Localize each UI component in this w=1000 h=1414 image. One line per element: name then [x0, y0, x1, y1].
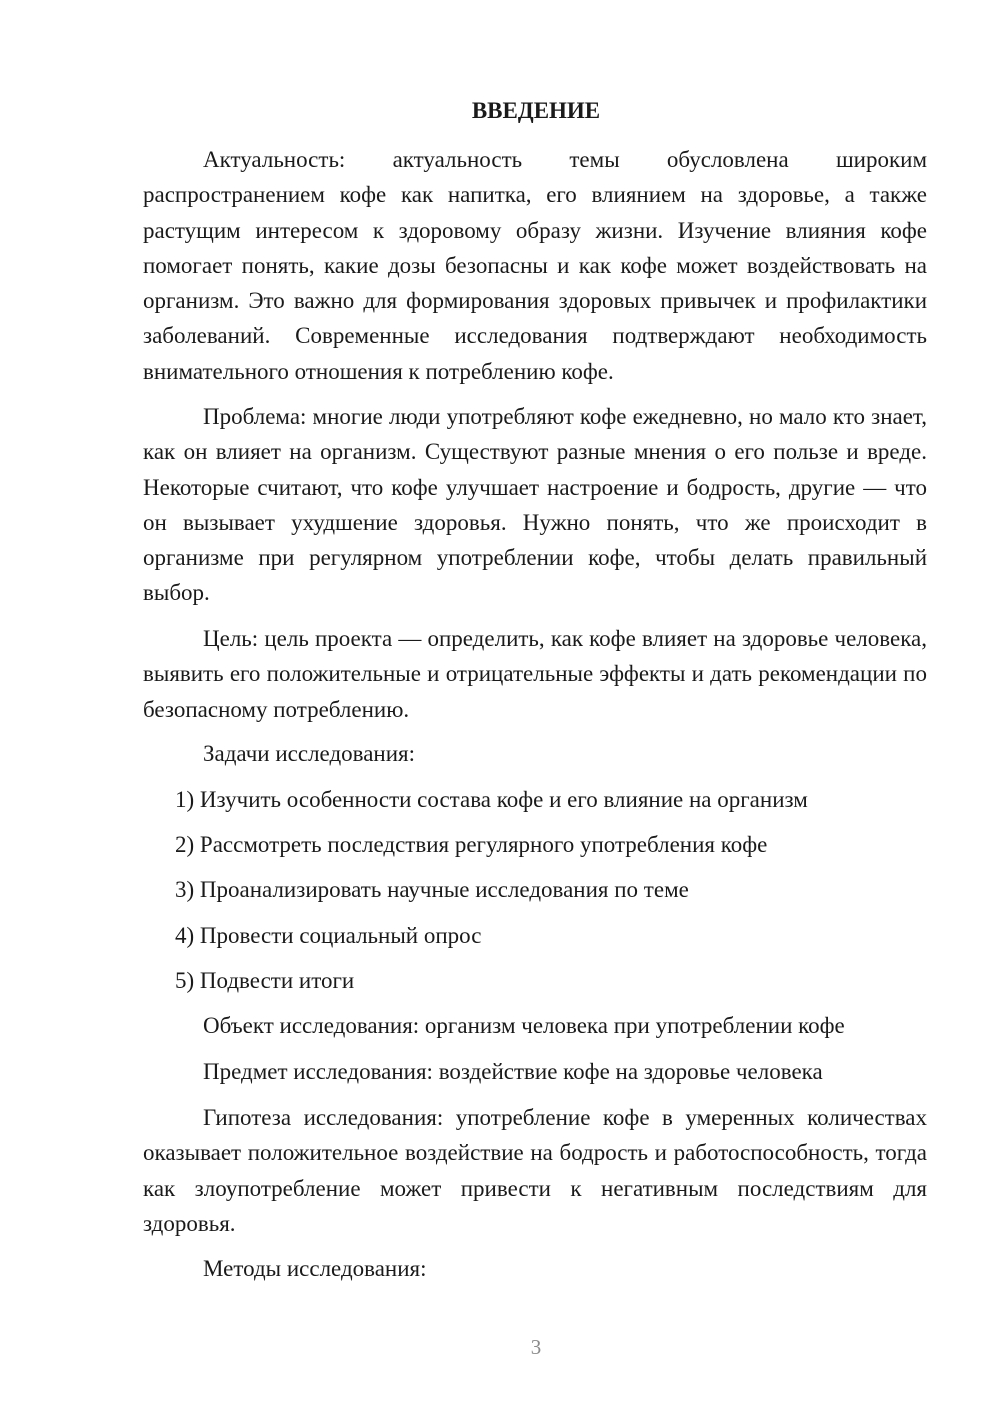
- tasks-title: Задачи исследования:: [203, 741, 416, 766]
- problem-paragraph: Проблема: многие люди употребляют кофе ежедневно, но мало кто знает, как он влияет на организм. Существуют разные мнения о его пользе и вреде. Некоторые считают, что кофе улучшает настроение и бодрость, другие — что он вызывает ухудшение здоровья. Нужно понять, что же происходит в организме при регулярном употреблении кофе, чтобы делать правильный выбор.: [143, 404, 927, 606]
- list-item: 3) Проанализировать научные исследования по теме: [175, 877, 689, 902]
- page-number: 3: [530, 1335, 542, 1359]
- list-item: 1) Изучить особенности состава кофе и его влияние на организм: [175, 787, 808, 812]
- hypothesis-paragraph: Гипотеза исследования: употребление кофе в умеренных количествах оказывает положительное воздействие на бодрость и работоспособность, тогда как злоупотребление может привести к негативным последствиям для здоровья.: [143, 1105, 927, 1236]
- relevance-paragraph: Актуальность: актуальность темы обусловлена широким распространением кофе как напитка, его влиянием на здоровье, а также растущим интересом к здоровому образу жизни. Изучение влияния кофе помогает понять, какие дозы безопасны и как кофе может воздействовать на организм. Это важно для формирования здоровых привычек и профилактики заболеваний. Современные исследования подтверждают необходимость внимательного отношения к потреблению кофе.: [143, 147, 927, 384]
- research-object: Объект исследования: организм человека при употреблении кофе: [203, 1013, 845, 1038]
- list-item: 5) Подвести итоги: [175, 968, 355, 993]
- list-item: 2) Рассмотреть последствия регулярного употребления кофе: [175, 832, 768, 857]
- list-item: 4) Провести социальный опрос: [175, 923, 482, 948]
- methods-title: Методы исследования:: [203, 1256, 427, 1281]
- research-subject: Предмет исследования: воздействие кофе на здоровье человека: [203, 1059, 823, 1084]
- page-title: ВВЕДЕНИЕ: [471, 98, 601, 123]
- goal-paragraph: Цель: цель проекта — определить, как кофе влияет на здоровье человека, выявить его положительные и отрицательные эффекты и дать рекомендации по безопасному потреблению.: [143, 626, 927, 722]
